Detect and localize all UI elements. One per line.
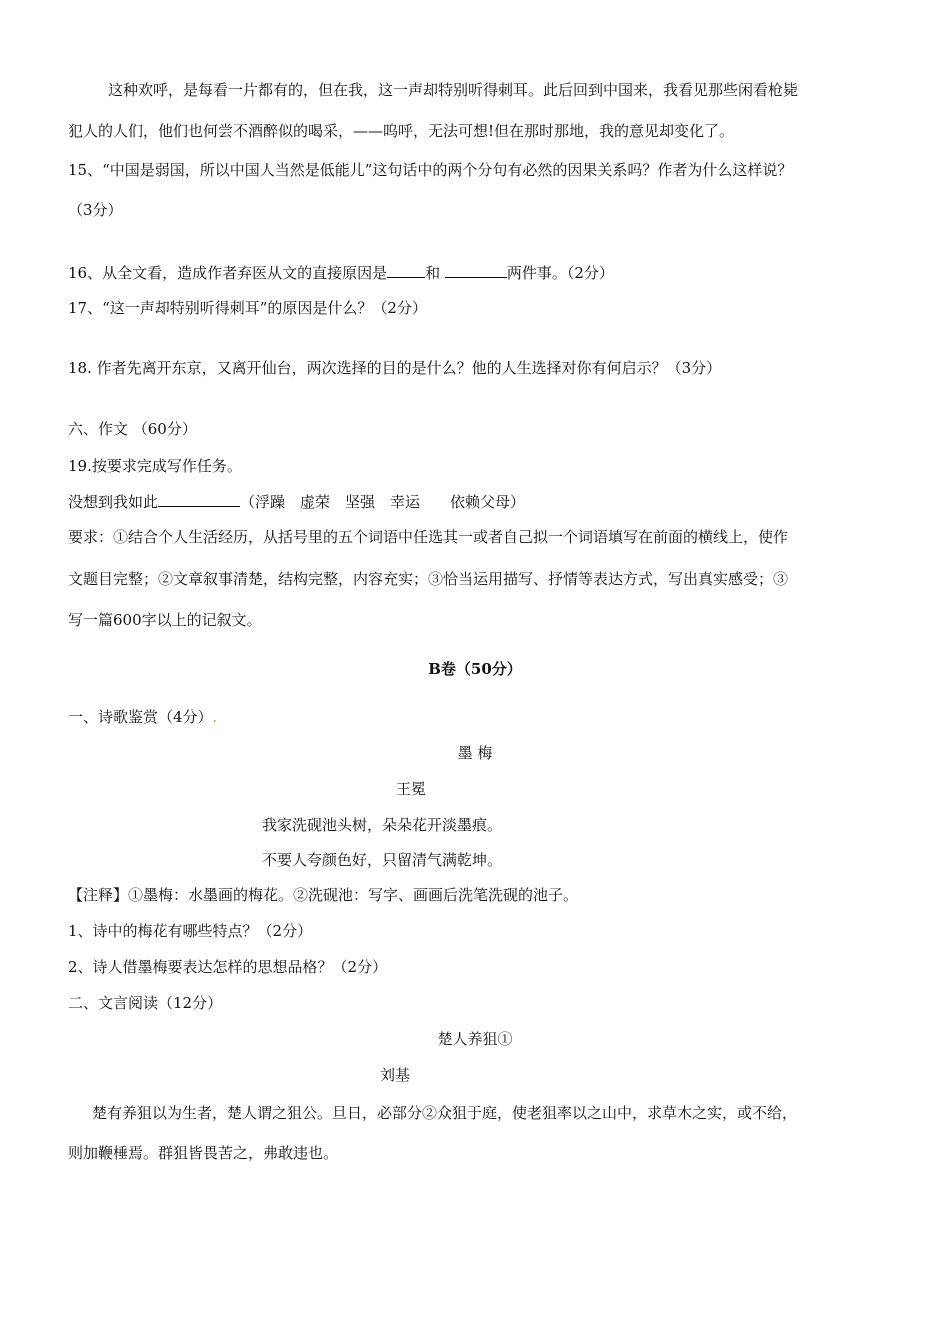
question-18: 18. 作者先离开东京，又离开仙台，两次选择的目的是什么？他的人生选择对你有何启示？（3分） (68, 359, 722, 377)
question-15-line-1: 15、“中国是弱国，所以中国人当然是低能儿”这句话中的两个分句有必然的因果关系吗？作者为什么这样说？ (68, 161, 793, 179)
passage-line-1: 这种欢呼，是每看一片都有的，但在我，这一声却特别听得刺耳。此后回到中国来，我看见那些闲看枪毙 (108, 81, 799, 99)
part-b-heading: B卷（50分） (428, 660, 522, 678)
question-16-suffix: 两件事。（2分） (506, 264, 614, 282)
question-17: 17、“这一声却特别听得刺耳”的原因是什么？（2分） (68, 299, 427, 317)
poetry-question-1: 1、诗中的梅花有哪些特点？（2分） (68, 922, 313, 940)
question-19: 19.按要求完成写作任务。 (68, 457, 242, 475)
essay-topic-prefix: 没想到我如此 (68, 493, 159, 511)
question-16 (68, 262, 614, 283)
poetry-heading-text: 一、诗歌鉴赏（4分） (68, 708, 213, 726)
question-16-mid: 和 (425, 264, 441, 282)
requirements-line-3: 写一篇600字以上的记叙文。 (68, 611, 262, 629)
essay-topic-options: （浮躁 虚荣 坚强 幸运 依赖父母） (240, 493, 526, 511)
question-16-prefix: 16、从全文看，造成作者弃医从文的直接原因是 (68, 264, 388, 282)
classical-heading: 二、文言阅读（12分） (68, 994, 223, 1012)
classical-line-1: 楚有养狙以为生者，楚人谓之狙公。旦日，必部分②众狙于庭，使老狙率以之山中，求草木之实，或不给， (92, 1104, 798, 1122)
requirements-line-1: 要求：①结合个人生活经历，从括号里的五个词语中任选其一或者自己拟一个词语填写在前面的横线上，使作 (68, 528, 789, 546)
poem-note: 【注释】①墨梅：水墨画的梅花。②洗砚池：写字、画画后洗笔洗砚的池子。 (68, 886, 579, 904)
requirements-line-2: 文题目完整；②文章叙事清楚，结构完整，内容充实；③恰当运用描写、抒情等表达方式，写出真实感受；③ (68, 570, 789, 588)
essay-title-blank[interactable] (158, 491, 240, 507)
answer-blank-1[interactable] (387, 262, 425, 278)
essay-topic (68, 491, 525, 512)
section-6-heading: 六、作文 （60分） (68, 420, 197, 438)
classical-author: 刘基 (380, 1066, 411, 1084)
classical-title: 楚人养狙① (437, 1030, 513, 1048)
poem-verse-1: 我家洗砚池头树，朵朵花开淡墨痕。 (262, 816, 503, 834)
poetry-question-2: 2、诗人借墨梅要表达怎样的思想品格？（2分） (68, 958, 388, 976)
poem-title: 墨 梅 (457, 744, 493, 762)
answer-blank-2[interactable] (445, 262, 507, 278)
passage-line-2: 犯人的人们，他们也何尝不酒醉似的喝采，——呜呼，无法可想!但在那时那地，我的意见却变化了。 (68, 122, 735, 140)
stray-dot: . (212, 708, 218, 726)
question-15-line-2: （3分） (68, 201, 123, 219)
poem-author: 王冕 (396, 780, 427, 798)
classical-line-2: 则加鞭棰焉。群狙皆畏苦之，弗敢违也。 (68, 1144, 339, 1162)
poetry-heading (68, 707, 217, 727)
poem-verse-2: 不要人夸颜色好，只留清气满乾坤。 (262, 851, 503, 869)
